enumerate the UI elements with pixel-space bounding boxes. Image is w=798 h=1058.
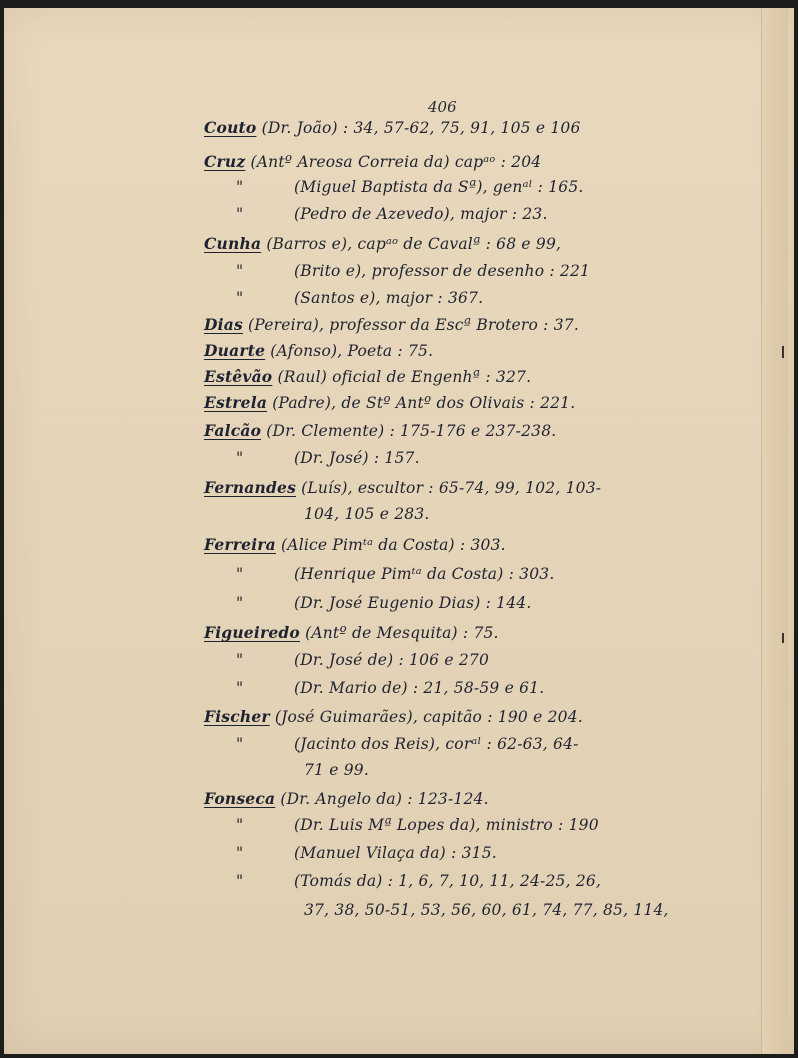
index-entry xyxy=(204,234,561,253)
ditto-mark: " xyxy=(236,872,244,890)
ditto-mark: " xyxy=(236,594,244,612)
entry-references: (Santos e), major : 367. xyxy=(294,289,484,307)
entry-references: (Alice Pimᵗᵃ da Costa) : 303. xyxy=(275,536,506,554)
entry-references: (Miguel Baptista da Sª), genᵃˡ : 165. xyxy=(294,178,584,196)
entry-references: (Dr. José de) : 106 e 270 xyxy=(294,651,490,669)
entry-references: (Dr. João) : 34, 57-62, 75, 91, 105 e 106 xyxy=(256,119,581,137)
entry-references: (Jacinto dos Reis), corᵃˡ : 62-63, 64- xyxy=(294,735,579,753)
index-entry xyxy=(204,315,579,334)
entry-references: (Tomás da) : 1, 6, 7, 10, 11, 24-25, 26, xyxy=(294,872,602,890)
entry-continuation: 37, 38, 50-51, 53, 56, 60, 61, 74, 77, 85, 114, xyxy=(304,901,669,919)
manuscript-page xyxy=(4,8,794,1054)
index-entry xyxy=(204,367,531,386)
ditto-mark: " xyxy=(236,844,244,862)
entry-references: (Padre), de Stº Antº dos Olivais : 221. xyxy=(267,394,576,412)
ditto-mark: " xyxy=(236,262,244,280)
index-entry xyxy=(204,421,556,440)
entry-surname: Estrela xyxy=(204,393,268,412)
ditto-mark: " xyxy=(236,178,244,196)
entry-surname: Cunha xyxy=(204,234,262,253)
ditto-mark: " xyxy=(236,679,244,697)
entry-references: (Henrique Pimᵗᵃ da Costa) : 303. xyxy=(294,565,555,583)
page-number: 406 xyxy=(428,98,457,116)
entry-surname: Ferreira xyxy=(204,535,276,554)
index-entries xyxy=(4,8,794,1054)
entry-references: (Manuel Vilaça da) : 315. xyxy=(294,844,497,862)
ditto-mark: " xyxy=(236,816,244,834)
ditto-mark: " xyxy=(236,651,244,669)
entry-references: (Luís), escultor : 65-74, 99, 102, 103- xyxy=(296,479,602,497)
entry-surname: Dias xyxy=(204,315,243,334)
entry-references: (Dr. José) : 157. xyxy=(294,449,420,467)
entry-surname: Fernandes xyxy=(204,478,296,497)
index-entry xyxy=(204,341,433,360)
entry-surname: Fonseca xyxy=(204,789,276,808)
index-entry xyxy=(236,679,544,697)
entry-references: (Dr. Angelo da) : 123-124. xyxy=(275,790,489,808)
index-entry xyxy=(236,205,548,223)
entry-references: (Dr. Clemente) : 175-176 e 237-238. xyxy=(261,422,557,440)
index-entry xyxy=(204,152,541,171)
entry-references: (Barros e), capᵃᵒ de Cavalª : 68 e 99, xyxy=(261,235,562,253)
entry-references: (Antº de Mesquita) : 75. xyxy=(299,624,499,642)
ditto-mark: " xyxy=(236,205,244,223)
index-entry xyxy=(236,816,599,834)
entry-references: (Pereira), professor da Escª Brotero : 37. xyxy=(242,316,579,334)
index-entry xyxy=(236,844,497,862)
entry-surname: Figueiredo xyxy=(204,623,300,642)
index-entry xyxy=(204,393,575,412)
index-entry xyxy=(236,262,590,280)
index-entry xyxy=(304,901,669,919)
entry-references: (Dr. José Eugenio Dias) : 144. xyxy=(294,594,532,612)
ditto-mark: " xyxy=(236,449,244,467)
index-entry xyxy=(304,761,369,779)
index-entry xyxy=(236,651,489,669)
index-entry xyxy=(236,449,420,467)
ditto-mark: " xyxy=(236,735,244,753)
entry-references: (Dr. Luis Mª Lopes da), ministro : 190 xyxy=(294,816,599,834)
entry-references: (Brito e), professor de desenho : 221 xyxy=(294,262,591,280)
index-entry xyxy=(236,594,531,612)
entry-continuation: 71 e 99. xyxy=(304,761,370,779)
entry-surname: Couto xyxy=(204,118,257,137)
entry-references: (Raul) oficial de Engenhª : 327. xyxy=(272,368,532,386)
edge-mark xyxy=(782,633,784,643)
index-entry xyxy=(204,789,489,808)
entry-references: (Dr. Mario de) : 21, 58-59 e 61. xyxy=(294,679,545,697)
entry-continuation: 104, 105 e 283. xyxy=(304,505,430,523)
ditto-mark: " xyxy=(236,565,244,583)
entry-surname: Falcão xyxy=(204,421,262,440)
entry-references: (Afonso), Poeta : 75. xyxy=(265,342,434,360)
index-entry xyxy=(236,289,483,307)
entry-references: (José Guimarães), capitão : 190 e 204. xyxy=(269,708,583,726)
index-entry xyxy=(204,118,581,137)
entry-surname: Estêvão xyxy=(204,367,273,386)
index-entry xyxy=(236,565,555,583)
entry-references: (Pedro de Azevedo), major : 23. xyxy=(294,205,548,223)
ditto-mark: " xyxy=(236,289,244,307)
edge-mark xyxy=(782,346,784,358)
index-entry xyxy=(204,535,506,554)
entry-surname: Fischer xyxy=(204,707,270,726)
index-entry xyxy=(304,505,430,523)
entry-surname: Cruz xyxy=(204,152,246,171)
index-entry xyxy=(236,178,584,196)
entry-references: (Antº Areosa Correia da) capᵃᵒ : 204 xyxy=(245,153,542,171)
index-entry xyxy=(204,623,499,642)
index-entry xyxy=(236,872,601,890)
index-entry xyxy=(236,735,579,753)
entry-surname: Duarte xyxy=(204,341,266,360)
index-entry xyxy=(204,707,583,726)
index-entry xyxy=(204,478,601,497)
